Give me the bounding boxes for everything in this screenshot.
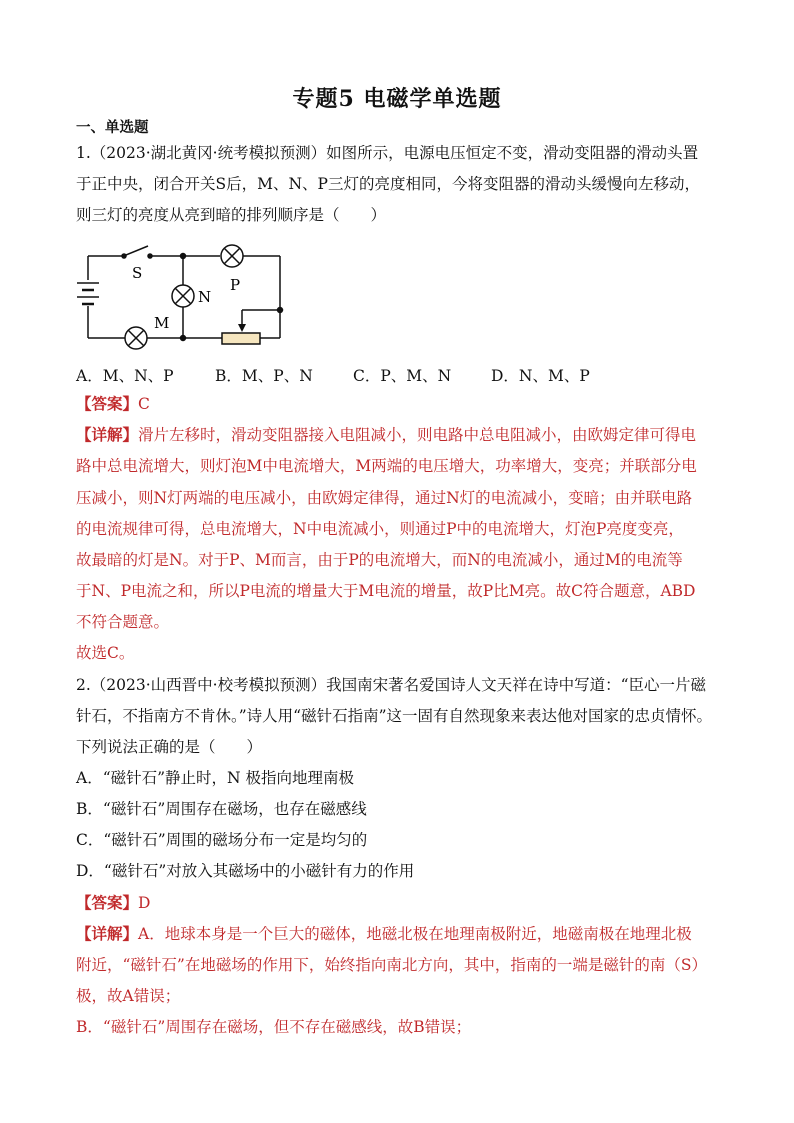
- q1-detail-line-8: 故选C。: [76, 644, 135, 662]
- page-title: 专题5 电磁学单选题: [292, 86, 502, 112]
- circuit-diagram: [70, 238, 310, 358]
- q2-detail-line-2: 附近，“磁针石”在地磁场的作用下，始终指向南北方向，其中，指南的一端是磁针的南（S）: [76, 956, 707, 974]
- q2-stem-line-2: 针石，不指南方不肯休。”诗人用“磁针石指南”这一固有自然现象来表达他对国家的忠贞情怀。: [76, 707, 713, 725]
- answer-tag: 【答案】: [76, 893, 139, 912]
- q1-detail-line-7: 不符合题意。: [76, 613, 170, 631]
- detail-tag: 【详解】: [76, 924, 139, 943]
- q2-option-d: D．“磁针石”对放入其磁场中的小磁针有力的作用: [76, 862, 415, 880]
- label-lamp-m: M: [154, 314, 170, 332]
- q2-option-b: B．“磁针石”周围存在磁场，也存在磁感线: [76, 800, 367, 818]
- q1-stem-line-3: 则三灯的亮度从亮到暗的排列顺序是（ ）: [76, 206, 387, 224]
- q1-stem-line-2: 于正中央，闭合开关S后，M、N、P三灯的亮度相同，今将变阻器的滑动头缓慢向左移动，: [76, 175, 700, 193]
- q1-option-a: A．M、N、P: [76, 367, 174, 385]
- q2-option-c: C．“磁针石”周围的磁场分布一定是均匀的: [76, 831, 368, 849]
- switch-lever: [126, 246, 148, 255]
- q2-detail-line-4: B．“磁针石”周围存在磁场，但不存在磁感线，故B错误；: [76, 1018, 472, 1036]
- label-switch-s: S: [132, 264, 143, 282]
- rheostat: [222, 333, 260, 344]
- q1-detail-line-6: 于N、P电流之和，所以P电流的增量大于M电流的增量，故P比M亮。故C符合题意，ABD: [76, 582, 696, 600]
- detail-tag: 【详解】: [76, 425, 139, 444]
- q1-stem-line-1: 1.（2023·湖北黄冈·统考模拟预测）如图所示，电源电压恒定不变，滑动变阻器的滑动头置: [76, 144, 699, 162]
- label-lamp-n: N: [198, 288, 212, 306]
- answer-value: D: [138, 894, 151, 912]
- q1-option-c: C．P、M、N: [353, 367, 452, 385]
- q2-detail-line-1: 【详解】A．地球本身是一个巨大的磁体，地磁北极在地理南极附近，地磁南极在地理北极: [76, 924, 692, 943]
- q1-option-b: B．M、P、N: [215, 367, 313, 385]
- q2-answer: [76, 893, 150, 913]
- q1-detail-line-3: 压减小，则N灯两端的电压减小，由欧姆定律得，通过N灯的电流减小，变暗；由并联电路: [76, 489, 693, 507]
- q1-detail-line-4: 的电流规律可得，总电流增大，N中电流减小，则通过P中的电流增大，灯泡P亮度变亮，: [76, 520, 684, 538]
- label-lamp-p: P: [230, 276, 241, 294]
- q2-option-a: A．“磁针石”静止时，N 极指向地理南极: [76, 769, 355, 787]
- answer-tag: 【答案】: [76, 394, 139, 413]
- q2-stem-line-1: 2.（2023·山西晋中·校考模拟预测）我国南宋著名爱国诗人文天祥在诗中写道：“臣心一片磁: [76, 676, 707, 694]
- q1-answer: [76, 394, 150, 414]
- q1-detail-line-5: 故最暗的灯是N。对于P、M而言，由于P的电流增大，而N的电流减小，通过M的电流等: [76, 551, 683, 569]
- q2-stem-line-3: 下列说法正确的是（ ）: [76, 738, 263, 756]
- section-heading: 一、单选题: [76, 119, 149, 136]
- q2-detail-line-3: 极，故A错误；: [76, 987, 181, 1005]
- q1-option-d: D．N、M、P: [491, 367, 590, 385]
- q1-detail-line-1: 【详解】滑片左移时，滑动变阻器接入电阻减小，则电路中总电阻减小，由欧姆定律可得电: [76, 425, 697, 444]
- q1-detail-line-2: 路中总电流增大，则灯泡M中电流增大，M两端的电压增大，功率增大，变亮；并联部分电: [76, 457, 697, 475]
- answer-value: C: [138, 395, 150, 413]
